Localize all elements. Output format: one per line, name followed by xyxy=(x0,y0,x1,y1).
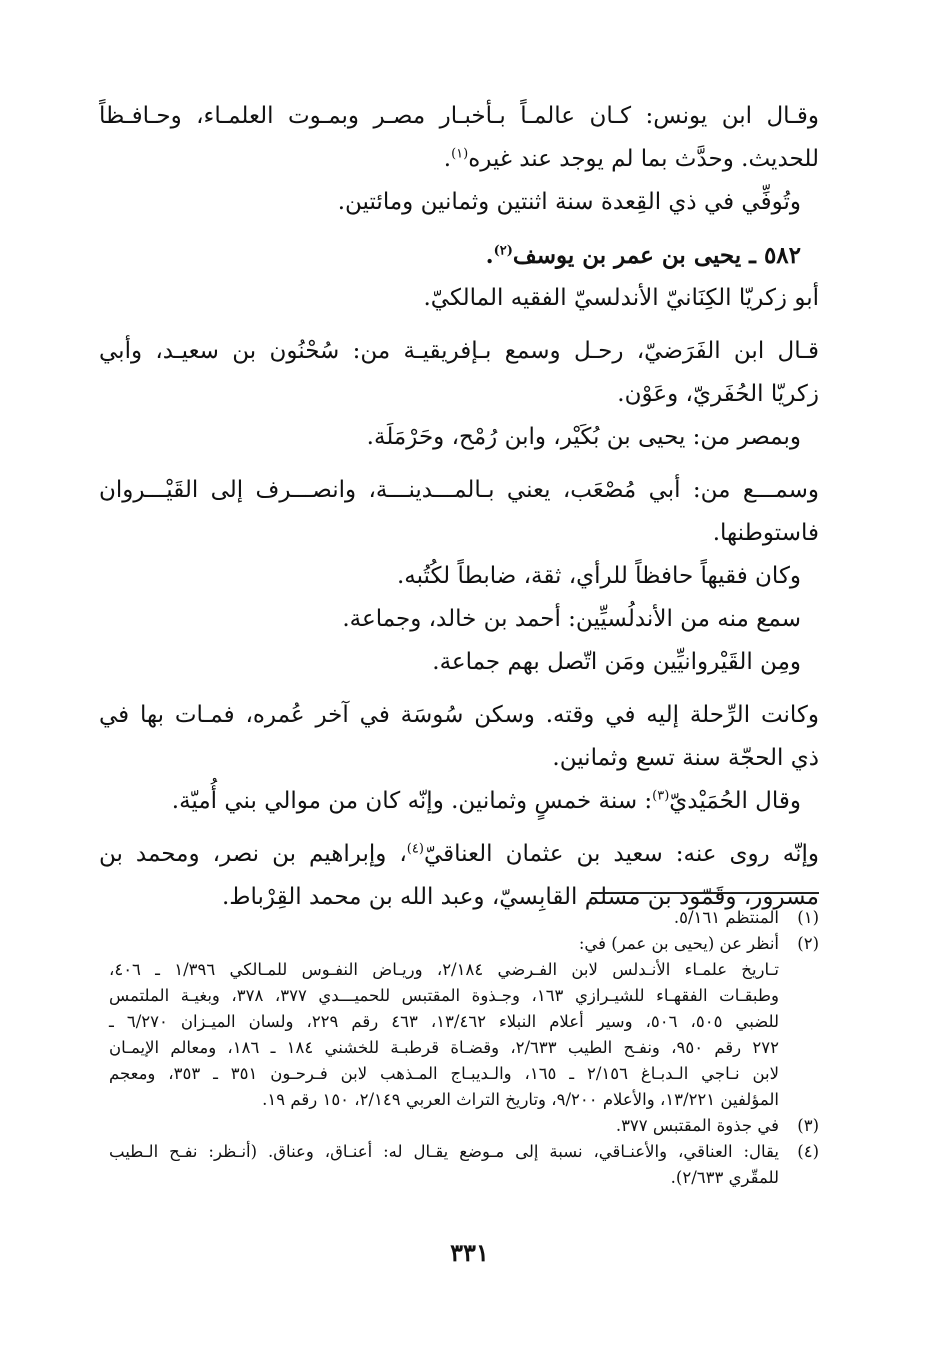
text-line: وسمـــع من: أبي مُصْعَب، يعني بـالمـــدينـــة، وانصـــرف إلى القَيْـــروان xyxy=(99,477,819,503)
footnote-number: (٢) xyxy=(797,934,819,953)
footnote-line: المؤلفين ١٣/٢٢١، والأعلام ٩/٢٠٠، وتاريخ التراث العربي ٢/١٤٩، ١٥٠ رقم ١٩. xyxy=(262,1090,779,1109)
footnote-body xyxy=(109,931,779,1113)
text-line: زكريّا الحُفَريّ، وعَوْن. xyxy=(617,381,819,407)
text-fragment: . xyxy=(485,242,494,269)
text-fragment: وإنّه روى عنه: سعيد بن عثمان العناقيّ xyxy=(423,841,819,867)
footnote-number: (٣) xyxy=(797,1116,819,1135)
text-line: ذي الحجّة سنة تسع وثمانين. xyxy=(552,745,819,771)
text-line: وكانت الرِّحلة إليه في وقته. وسكن سُوسَة في آخر عُمره، فمـات بها في xyxy=(99,702,819,728)
text-line xyxy=(99,833,819,876)
text-line: أبو زكريّا الكِنَانيّ الأندلسيّ الفقيه المالكيّ. xyxy=(423,285,819,311)
footnote-divider xyxy=(591,892,819,894)
text-fragment: ، وإبراهيم بن نصر، ومحمد بن xyxy=(99,841,407,867)
text-line: سمع منه من الأندلُسيِّين: أحمد بن خالد، وجماعة. xyxy=(342,606,801,632)
footnote-body xyxy=(109,1139,779,1191)
text-line: وتُوفِّي في ذي القِعدة سنة اثنتين وثمانين ومائتين. xyxy=(337,189,801,215)
footnote-body xyxy=(109,905,779,931)
text-line: وكان فقيهاً حافظاً للرأي، ثقة، ضابطاً لكُتُبه. xyxy=(396,563,801,589)
footnote-line: تـاريخ علمـاء الأنـدلس لابن الفـرضي ٢/١٨٤، وريـاض النفـوس للمـالكي ١/٣٩٦ ـ ٤٠٦، xyxy=(109,960,779,979)
footnote xyxy=(109,1139,819,1191)
text-fragment: . xyxy=(443,146,452,172)
text-fragment: : سنة خمسٍ وثمانين. وإنّه كان من موالي بني أُميّة. xyxy=(171,788,653,814)
text-line: وقـال ابن يونس: كـان عالمـاً بـأخبـار مصـر وبمـوت العلمـاء، وحـافـظاً xyxy=(99,103,819,129)
footnote-line: المنتظم ٥/١٦١. xyxy=(673,908,779,927)
text-line: مسرور، وقَمّود بن مسلم القابِسيّ، وعبد الله بن محمد القِرْباط. xyxy=(221,884,819,910)
footnote-mark: (٢) xyxy=(493,243,513,259)
footnote-number: (١) xyxy=(797,908,819,927)
footnote-mark: (٤) xyxy=(406,841,424,857)
footnotes xyxy=(109,905,819,1191)
footnote xyxy=(109,1113,819,1139)
main-text xyxy=(99,95,819,919)
page-number: ٣٣١ xyxy=(450,1238,489,1267)
footnote-line: ٢٧٢ رقم ٩٥٠، ونفـح الطيب ٢/٦٣٣، وقضـاة قرطبـة للخشني ١٨٤ ـ ١٨٦، ومعالم الإيمـان xyxy=(109,1038,779,1057)
footnote-line: يقال: العناقي، والأعنـاقي، نسبة إلى مـوضع يقـال له: أعنـاق، وعناق. (أنـظر: نفـح الـطيب xyxy=(109,1142,779,1161)
text-fragment: ٥٨٢ ـ يحيى بن عمر بن يوسف xyxy=(512,242,801,269)
footnote-line: في جذوة المقتبس ٣٧٧. xyxy=(615,1116,779,1135)
footnote-line: وطبقـات الفقهـاء للشيـرازي ١٦٣، وجـذوة المقتبس للحميـــدي ٣٧٧، ٣٧٨، وبغيـة الملتمس xyxy=(109,986,779,1005)
text-fragment: للحديث. وحدَّث بما لم يوجد عند غيره xyxy=(468,146,819,172)
footnote-mark: (١) xyxy=(451,146,469,162)
footnote-mark: (٣) xyxy=(652,788,670,804)
footnote xyxy=(109,931,819,1113)
text-line xyxy=(99,138,819,181)
footnote-line: أنظر عن (يحيى بن عمر) في: xyxy=(578,934,779,953)
text-line xyxy=(99,780,819,823)
footnote-line: لابن نـاجي الـدبـاغ ٢/١٥٦ ـ ١٦٥، والـديبـاج المـذهب لابن فـرحـون ٣٥١ ـ ٣٥٣، ومعجم xyxy=(109,1064,780,1083)
entry-heading xyxy=(99,234,819,277)
footnote-body xyxy=(109,1113,779,1139)
text-line: قـال ابن الفَرَضيّ، رحـل وسمع بـإفريقيـة من: سُحْنُون بن سعيـد، وأبي xyxy=(99,338,819,364)
footnote-line: للضبي ٥٠٥، ٥٠٦، وسير أعلام النبلاء ١٣/٤٦٢، ٤٦٣ رقم ٢٢٩، ولسان الميـزان ٦/٢٧٠ ـ xyxy=(109,1012,779,1031)
text-fragment: وقال الحُمَيْديّ xyxy=(669,788,801,814)
text-line: وبمصر من: يحيى بن بُكَيْر، وابن رُمْح، وحَرْمَلَة. xyxy=(366,424,801,450)
text-line: ومِن القَيْروانيِّين ومَن اتّصل بهم جماعة. xyxy=(432,649,801,675)
footnote-number: (٤) xyxy=(797,1142,819,1161)
footnote-line: للمقّري ٢/٦٣٣). xyxy=(670,1168,779,1187)
footnote xyxy=(109,905,819,931)
text-line: فاستوطنها. xyxy=(712,520,819,546)
